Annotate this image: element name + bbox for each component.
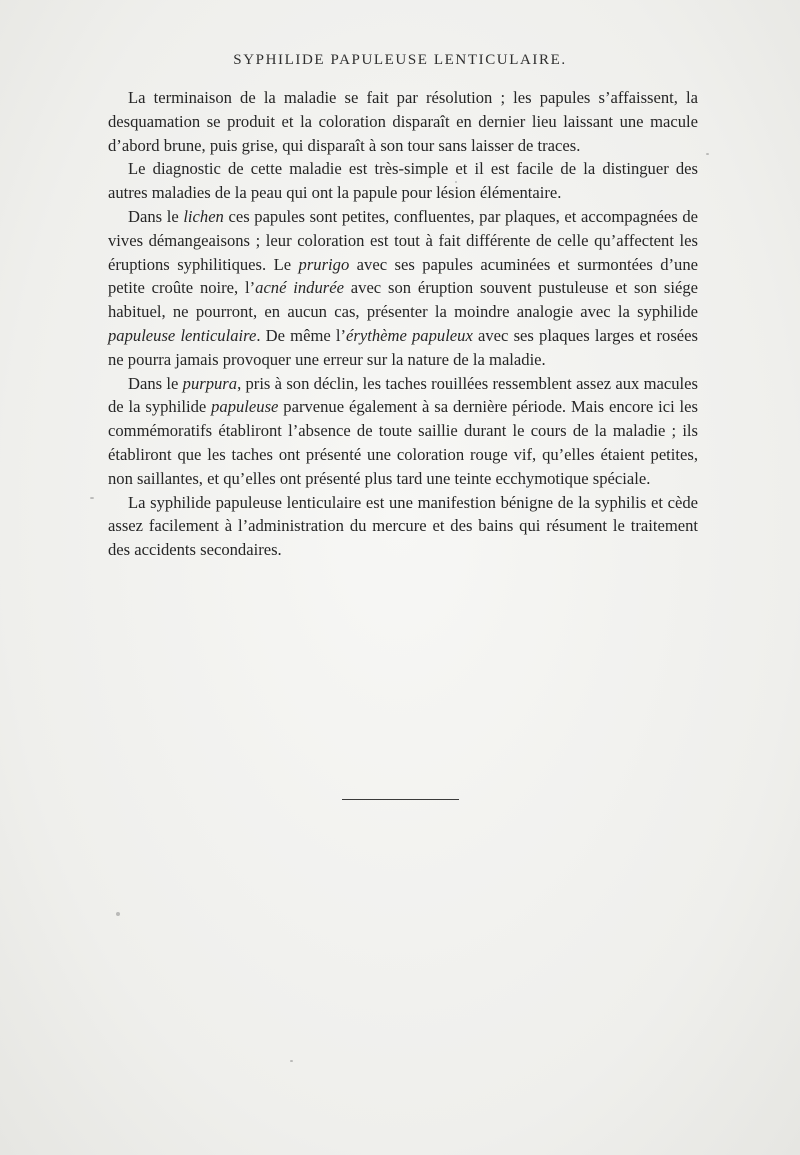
- paragraph-resolution: La terminaison de la maladie se fait par résolution ; les papules s’affaissent, la desquamation se produit et la coloration disparaît en dernier lieu laissant une macule d’abord brune, puis grise, qui disparaît à son tour sans laisser de traces.: [108, 88, 698, 155]
- text-run: Dans le: [128, 373, 183, 393]
- paragraph-lichen: [108, 205, 698, 372]
- term-acne-induree: acné indurée: [255, 278, 344, 298]
- term-lichen: lichen: [183, 206, 224, 226]
- paper-speck: [290, 1060, 293, 1062]
- term-erytheme-papuleux: érythème papuleux: [346, 325, 473, 345]
- paragraph-diagnostic: Le diagnostic de cette maladie est très-simple et il est facile de la distinguer des autres maladies de la peau qui ont la papule pour lésion élémentaire.: [108, 159, 698, 203]
- term-prurigo: prurigo: [298, 254, 350, 274]
- text-run: ces papules sont petites, confluentes, par plaques, et accompagnées de vives démangeaisons ; leur coloration est tout à fait différente de celle qu’affectent les éruptions syphilitiques. Le: [108, 206, 698, 274]
- paper-speck: [706, 153, 709, 155]
- text-run: Dans le: [128, 206, 184, 226]
- term-purpura: purpura: [182, 373, 238, 393]
- text-run: , pris à son déclin, les taches rouillées ressemblent assez aux macules de la syphilide: [108, 373, 698, 417]
- running-header: SYPHILIDE PAPULEUSE LENTICULAIRE.: [233, 52, 567, 68]
- term-papuleuse: papuleuse: [211, 397, 279, 417]
- term-papuleuse-lenticulaire: papuleuse lenticulaire: [108, 325, 257, 345]
- paper-speck: [455, 181, 457, 183]
- text-run: parvenue également à sa dernière période. Mais encore ici les commémoratifs établiront l’absence de toute saillie durant le cours de la maladie ; ils établiront que les taches ont présenté une coloration rouge vif, qu’elles étaient petites, non saillantes, et qu’elles ont présenté plus tard une teinte ecchymotique spéciale.: [108, 397, 698, 488]
- paper-speck: [116, 912, 120, 916]
- paper-speck: [90, 497, 94, 499]
- text-run: avec ses plaques larges et rosées ne pourra jamais provoquer une erreur sur la nature de la maladie.: [108, 325, 698, 369]
- paragraph-purpura: [108, 372, 698, 491]
- end-rule: [342, 799, 459, 800]
- text-run: avec ses papules acuminées et surmontées d’une petite croûte noire, l’: [108, 254, 698, 298]
- text-run: . De même l’: [256, 325, 347, 345]
- paragraph-conclusion: La syphilide papuleuse lenticulaire est une manifestion bénigne de la syphilis et cède assez facilement à l’administration du mercure et des bains qui résument le traitement des accidents secondaires.: [108, 492, 698, 560]
- body-text: [108, 86, 698, 562]
- text-run: avec son éruption souvent pustuleuse et son siége habituel, ne pourront, en aucun cas, présenter la moindre analogie avec la syphilide: [108, 278, 698, 322]
